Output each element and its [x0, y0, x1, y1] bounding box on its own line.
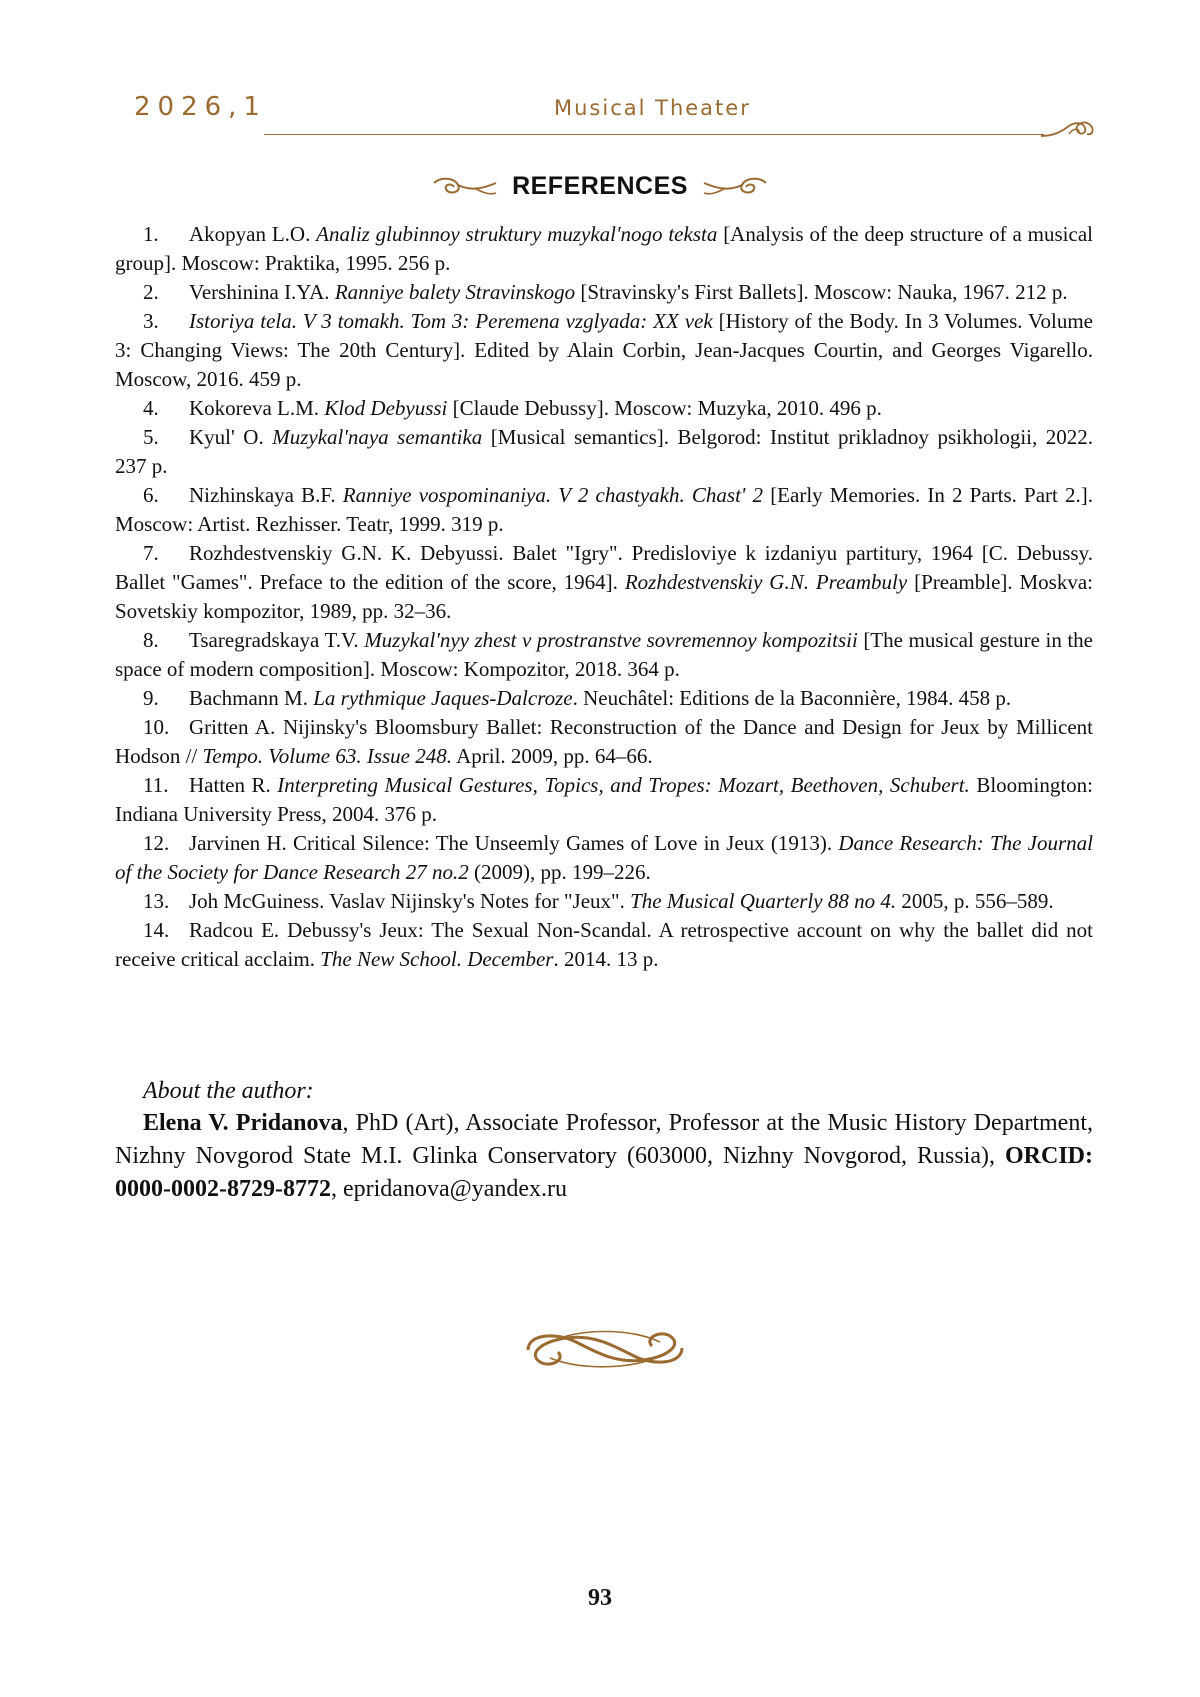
- reference-title-italic: Ranniye balety Stravinskogo: [334, 280, 576, 304]
- reference-item: [115, 481, 1093, 539]
- reference-text: Gritten A. Nijinsky's Bloomsbury Ballet: Reconstruction of the Dance and Design for Jeux by Millicent Hodson //: [115, 715, 1093, 768]
- issue-number: 2026,1: [134, 92, 267, 122]
- reference-text: Bloomington: Indiana University Press, 2004. 376 p.: [115, 773, 1093, 826]
- reference-item: [115, 887, 1093, 916]
- reference-text: Joh McGuiness. Vaslav Nijinsky's Notes for "Jeux".: [189, 889, 631, 913]
- reference-text: . Neuchâtel: Editions de la Baconnière, 1984. 458 p.: [572, 686, 1012, 710]
- reference-number: 8.: [143, 628, 159, 652]
- reference-text: [Early Memories. In 2 Parts. Part 2.]. Moscow: Artist. Rezhisser. Teatr, 1999. 319 p.: [115, 483, 1094, 536]
- reference-text: Akopyan L.O.: [189, 222, 317, 246]
- left-scroll-ornament-icon: [430, 175, 500, 199]
- reference-number: 4.: [143, 396, 159, 420]
- reference-text: . 2014. 13 p.: [553, 947, 659, 971]
- reference-item: [115, 829, 1093, 887]
- reference-text: Radcou E. Debussy's Jeux: The Sexual Non-Scandal. A retrospective account on why the ballet did not receive critical acclaim.: [115, 918, 1093, 971]
- reference-text: (2009), pp. 199–226.: [468, 860, 651, 884]
- reference-text: Kokoreva L.M.: [189, 396, 325, 420]
- reference-number: 3.: [143, 309, 159, 333]
- reference-item: [115, 220, 1093, 278]
- reference-title-italic: Klod Debyussi: [324, 396, 448, 420]
- running-header: [134, 92, 1092, 142]
- about-author-section: [115, 1075, 1093, 1206]
- reference-number: 5.: [143, 425, 159, 449]
- reference-text: Nizhinskaya B.F.: [189, 483, 343, 507]
- reference-item: [115, 394, 1093, 423]
- reference-title-italic: The New School. December: [320, 947, 554, 971]
- reference-number: 9.: [143, 686, 159, 710]
- reference-title-italic: Rozhdestvenskiy G.N. Preambuly: [624, 570, 908, 594]
- right-scroll-ornament-icon: [700, 175, 770, 199]
- reference-text: [History of the Body. In 3 Volumes. Volume 3: Changing Views: The 20th Century]. Edited by Alain Corbin, Jean-Jacques Courtin, and Georges Vigarello. Moscow, 2016. 459 p.: [115, 309, 1094, 391]
- reference-number: 11.: [143, 773, 169, 797]
- reference-text: Kyul' O.: [189, 425, 273, 449]
- reference-text: Vershinina I.YA.: [189, 280, 335, 304]
- reference-number: 1.: [143, 222, 159, 246]
- reference-number: 13.: [143, 889, 170, 913]
- references-list: [115, 220, 1093, 974]
- reference-number: 2.: [143, 280, 159, 304]
- author-details: , PhD (Art), Associate Professor, Professor at the Music History Department, Nizhny Novgorod State M.I. Glinka Conservatory (603000, Nizhny Novgorod, Russia),: [115, 1110, 1093, 1169]
- reference-text: [Stravinsky's First Ballets]. Moscow: Nauka, 1967. 212 p.: [575, 280, 1068, 304]
- reference-number: 14.: [143, 918, 170, 942]
- reference-title-italic: Dance Research: The Journal of the Society for Dance Research 27 no.2: [115, 831, 1094, 884]
- journal-title: Musical Theater: [554, 96, 751, 120]
- reference-title-italic: Istoriya tela. V 3 tomakh. Tom 3: Peremena vzglyada: XX vek: [189, 309, 713, 333]
- author-name: Elena V. Pridanova: [143, 1110, 343, 1136]
- reference-text: Jarvinen H. Critical Silence: The Unseemly Games of Love in Jeux (1913).: [189, 831, 839, 855]
- reference-text: [Analysis of the deep structure of a musical group]. Moscow: Praktika, 1995. 256 p.: [115, 222, 1093, 275]
- author-bio: [115, 1107, 1093, 1206]
- references-heading: [0, 172, 1200, 201]
- reference-text: [Musical semantics]. Belgorod: Institut prikladnoy psikhologii, 2022. 237 p.: [115, 425, 1093, 478]
- author-orcid: ORCID: 0000-0002-8729-8772: [115, 1143, 1093, 1202]
- reference-text: Tsaregradskaya T.V.: [189, 628, 365, 652]
- reference-item: [115, 307, 1093, 394]
- reference-number: 12.: [143, 831, 170, 855]
- reference-text: [The musical gesture in the space of modern composition]. Moscow: Kompozitor, 2018. 364 p.: [115, 628, 1093, 681]
- reference-text: 2005, p. 556–589.: [896, 889, 1054, 913]
- reference-number: 7.: [143, 541, 159, 565]
- reference-title-italic: Interpreting Musical Gestures, Topics, and Tropes: Mozart, Beethoven, Schubert.: [277, 773, 970, 797]
- reference-text: Rozhdestvenskiy G.N. K. Debyussi. Balet "Igry". Predisloviye k izdaniyu partitury, 1964 [C. Debussy. Ballet "Games". Preface to the edition of the score, 1964].: [115, 541, 1093, 594]
- reference-item: [115, 713, 1093, 771]
- reference-item: [115, 771, 1093, 829]
- header-flourish-icon: [1039, 114, 1099, 142]
- reference-item: [115, 539, 1093, 626]
- reference-title-italic: Ranniye vospominaniya. V 2 chastyakh. Chast' 2: [342, 483, 764, 507]
- reference-title-italic: The Musical Quarterly 88 no 4.: [630, 889, 897, 913]
- reference-title-italic: Muzykal'nyy zhest v prostranstve sovremennoy kompozitsii: [364, 628, 858, 652]
- reference-item: [115, 626, 1093, 684]
- references-title: REFERENCES: [512, 172, 688, 200]
- page-number: 93: [588, 1585, 612, 1611]
- reference-text: Bachmann M.: [189, 686, 314, 710]
- email-separator: ,: [330, 1176, 343, 1202]
- reference-title-italic: Tempo. Volume 63. Issue 248.: [202, 744, 452, 768]
- about-author-label: About the author:: [143, 1078, 314, 1104]
- reference-number: 6.: [143, 483, 159, 507]
- reference-item: [115, 278, 1093, 307]
- footer-flourish-icon: [520, 1320, 690, 1378]
- reference-text: Hatten R.: [189, 773, 278, 797]
- reference-text: [Claude Debussy]. Moscow: Muzyka, 2010. 496 p.: [447, 396, 882, 420]
- header-rule: [264, 134, 1044, 135]
- reference-number: 10.: [143, 715, 170, 739]
- reference-text: April. 2009, pp. 64–66.: [451, 744, 653, 768]
- reference-item: [115, 684, 1093, 713]
- reference-title-italic: Analiz glubinnoy struktury muzykal'nogo teksta: [316, 222, 718, 246]
- reference-item: [115, 423, 1093, 481]
- reference-item: [115, 916, 1093, 974]
- reference-text: [Preamble]. Moskva: Sovetskiy kompozitor, 1989, pp. 32–36.: [115, 570, 1094, 623]
- reference-title-italic: Muzykal'naya semantika: [272, 425, 483, 449]
- author-email: epridanova@yandex.ru: [342, 1176, 567, 1202]
- reference-title-italic: La rythmique Jaques-Dalcroze: [313, 686, 573, 710]
